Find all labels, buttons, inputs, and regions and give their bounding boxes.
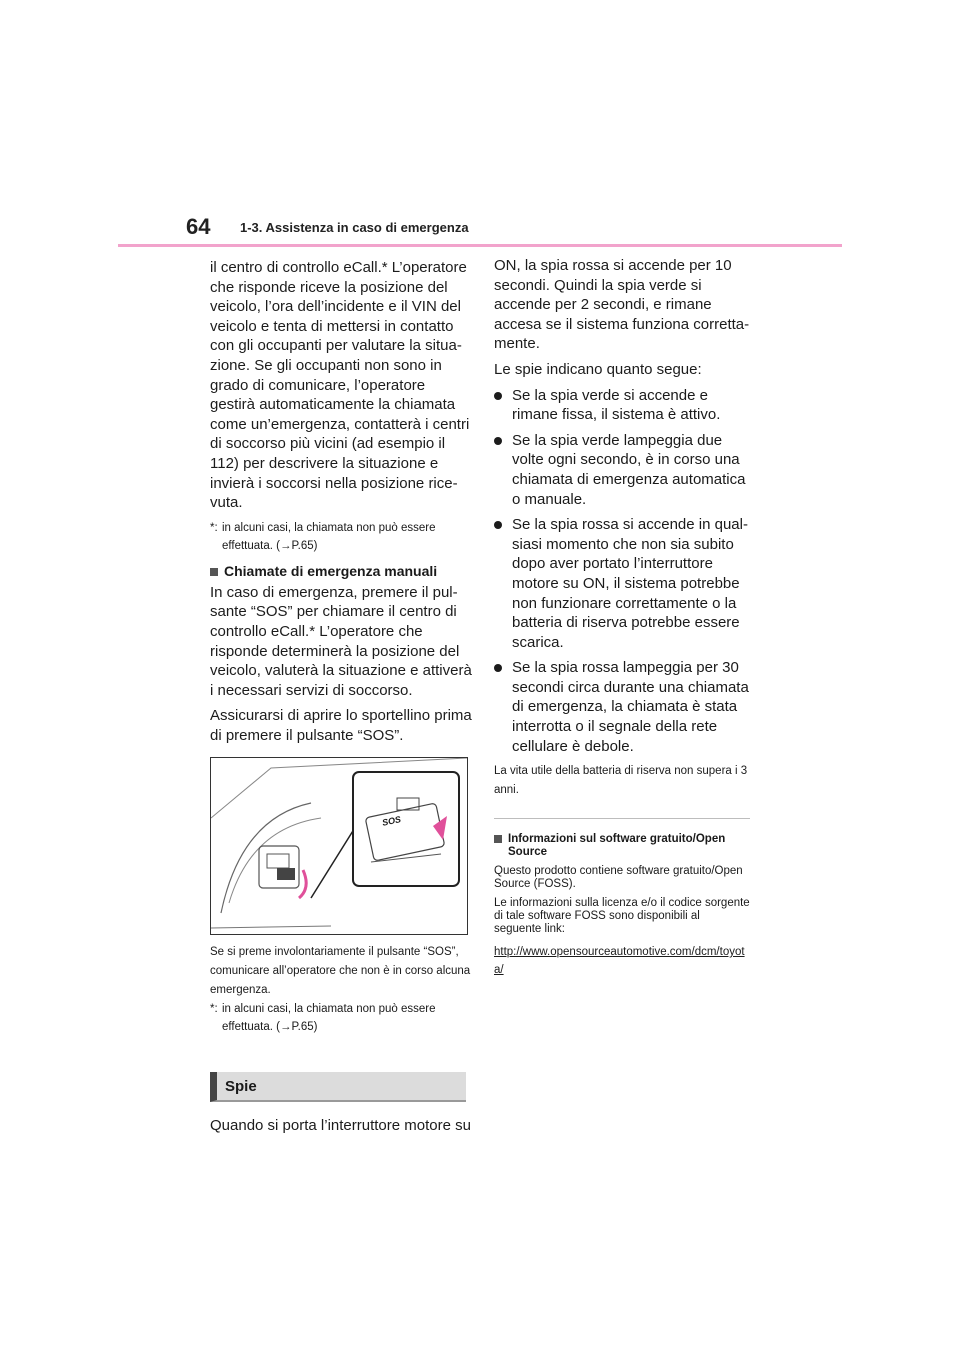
list-item-text: Se la spia rossa si accende in qualsiasi momento che non sia subito dopo aver portato l’interruttore motore su ON, il sistema potrebbe non funzionare correttamente o la batteria di riserva potrebbe essere scarica.: [512, 516, 748, 651]
list-item: [494, 431, 750, 509]
bullet-icon: [494, 664, 502, 672]
footnote: [210, 519, 472, 555]
page-number: 64: [186, 214, 211, 239]
list-item: [494, 515, 750, 652]
info-heading: [494, 833, 750, 859]
sos-label: SOS: [381, 814, 402, 829]
bullet-icon: [494, 521, 502, 529]
spie-title: Spie: [225, 1077, 257, 1095]
battery-note: La vita utile della batteria di riserva non supera i 3 anni.: [494, 765, 748, 797]
square-bullet-icon: [210, 568, 218, 576]
indicators-intro: Le spie indicano quanto segue:: [494, 360, 702, 378]
footnote-mark: *:: [210, 521, 218, 534]
foss-link[interactable]: http://www.opensourceautomotive.com/dcm/toyota/: [494, 946, 745, 977]
manual-calls-heading: [210, 563, 472, 579]
spie-paragraph: Quando si porta l’interruttore motore su: [210, 1117, 471, 1135]
info-heading-text: Informazioni sul software gratuito/Open Source: [508, 833, 726, 859]
bullet-icon: [494, 392, 502, 400]
overhead-console-drawing: [211, 758, 467, 934]
right-column: [494, 256, 750, 978]
bullet-icon: [494, 437, 502, 445]
list-item-text: Se la spia verde si accende e rimane fissa, il sistema è attivo.: [512, 386, 721, 424]
list-item: [494, 658, 750, 756]
list-item: [494, 386, 750, 425]
indicator-list: [494, 386, 750, 757]
manual-paragraph-1: In caso di emergenza, premere il pulsante “SOS” per chiamare il centro di controllo eCall.* L’operatore che risponde determinerà la posizione del veicolo, valuterà la situazione e attiverà i necessari servizi di soccorso.: [210, 583, 472, 699]
info-paragraph-2: Le informazioni sulla licenza e/o il codice sorgente di tale software FOSS sono disponibili al seguente link:: [494, 897, 750, 936]
divider: [494, 818, 750, 819]
info-paragraph-1: Questo prodotto contiene software gratuito/Open Source (FOSS).: [494, 865, 743, 891]
footnote-2-mark: *:: [210, 1003, 218, 1016]
manual-calls-heading-text: Chiamate di emergenza manuali: [224, 562, 438, 579]
figure-caption: Se si preme involontariamente il pulsante “SOS”, comunicare all’operatore che non è in corso alcuna emergenza.: [210, 946, 471, 997]
section-title: 1-3. Assistenza in caso di emergenza: [240, 220, 469, 235]
continuation-paragraph: ON, la spia rossa si accende per 10 secondi. Quindi la spia verde si accende per 2 secondi, e rimane accesa se il sistema funziona correttamente.: [494, 257, 750, 353]
footnote-2-text: in alcuni casi, la chiamata non può essere effettuata. (→P.65): [222, 1003, 436, 1034]
header-rule: [118, 244, 842, 247]
spie-section-heading: [210, 1072, 466, 1102]
sos-button-illustration: [210, 757, 468, 935]
intro-paragraph: il centro di controllo eCall.* L’operatore che risponde riceve la posizione del veicolo, l’ora dell’incidente e il VIN del veicolo e tenta di mettersi in contatto con gli occupanti per valutare la situazione. Se gli occupanti non sono in grado di comunicare, l’operatore gestirà automaticamente la chiamata come un’emergenza, contatterà i centri di soccorso più vicini (ad esempio il 112) per descrivere la situazione e invierà i soccorsi nella posizione ricevuta.: [210, 259, 470, 512]
footnote-2: [210, 1000, 472, 1036]
list-item-text: Se la spia verde lampeggia due volte ogni secondo, è in corso una chiamata di emergenza automatica o manuale.: [512, 431, 746, 508]
list-item-text: Se la spia rossa lampeggia per 30 secondi circa durante una chiamata di emergenza, la chiamata è stata interrotta o il segnale della rete cellulare è debole.: [512, 659, 749, 755]
manual-paragraph-2: Assicurarsi di aprire lo sportellino prima di premere il pulsante “SOS”.: [210, 707, 472, 744]
square-bullet-icon: [494, 835, 502, 843]
left-column: [210, 258, 472, 1142]
footnote-text: in alcuni casi, la chiamata non può essere effettuata. (→P.65): [222, 521, 436, 552]
